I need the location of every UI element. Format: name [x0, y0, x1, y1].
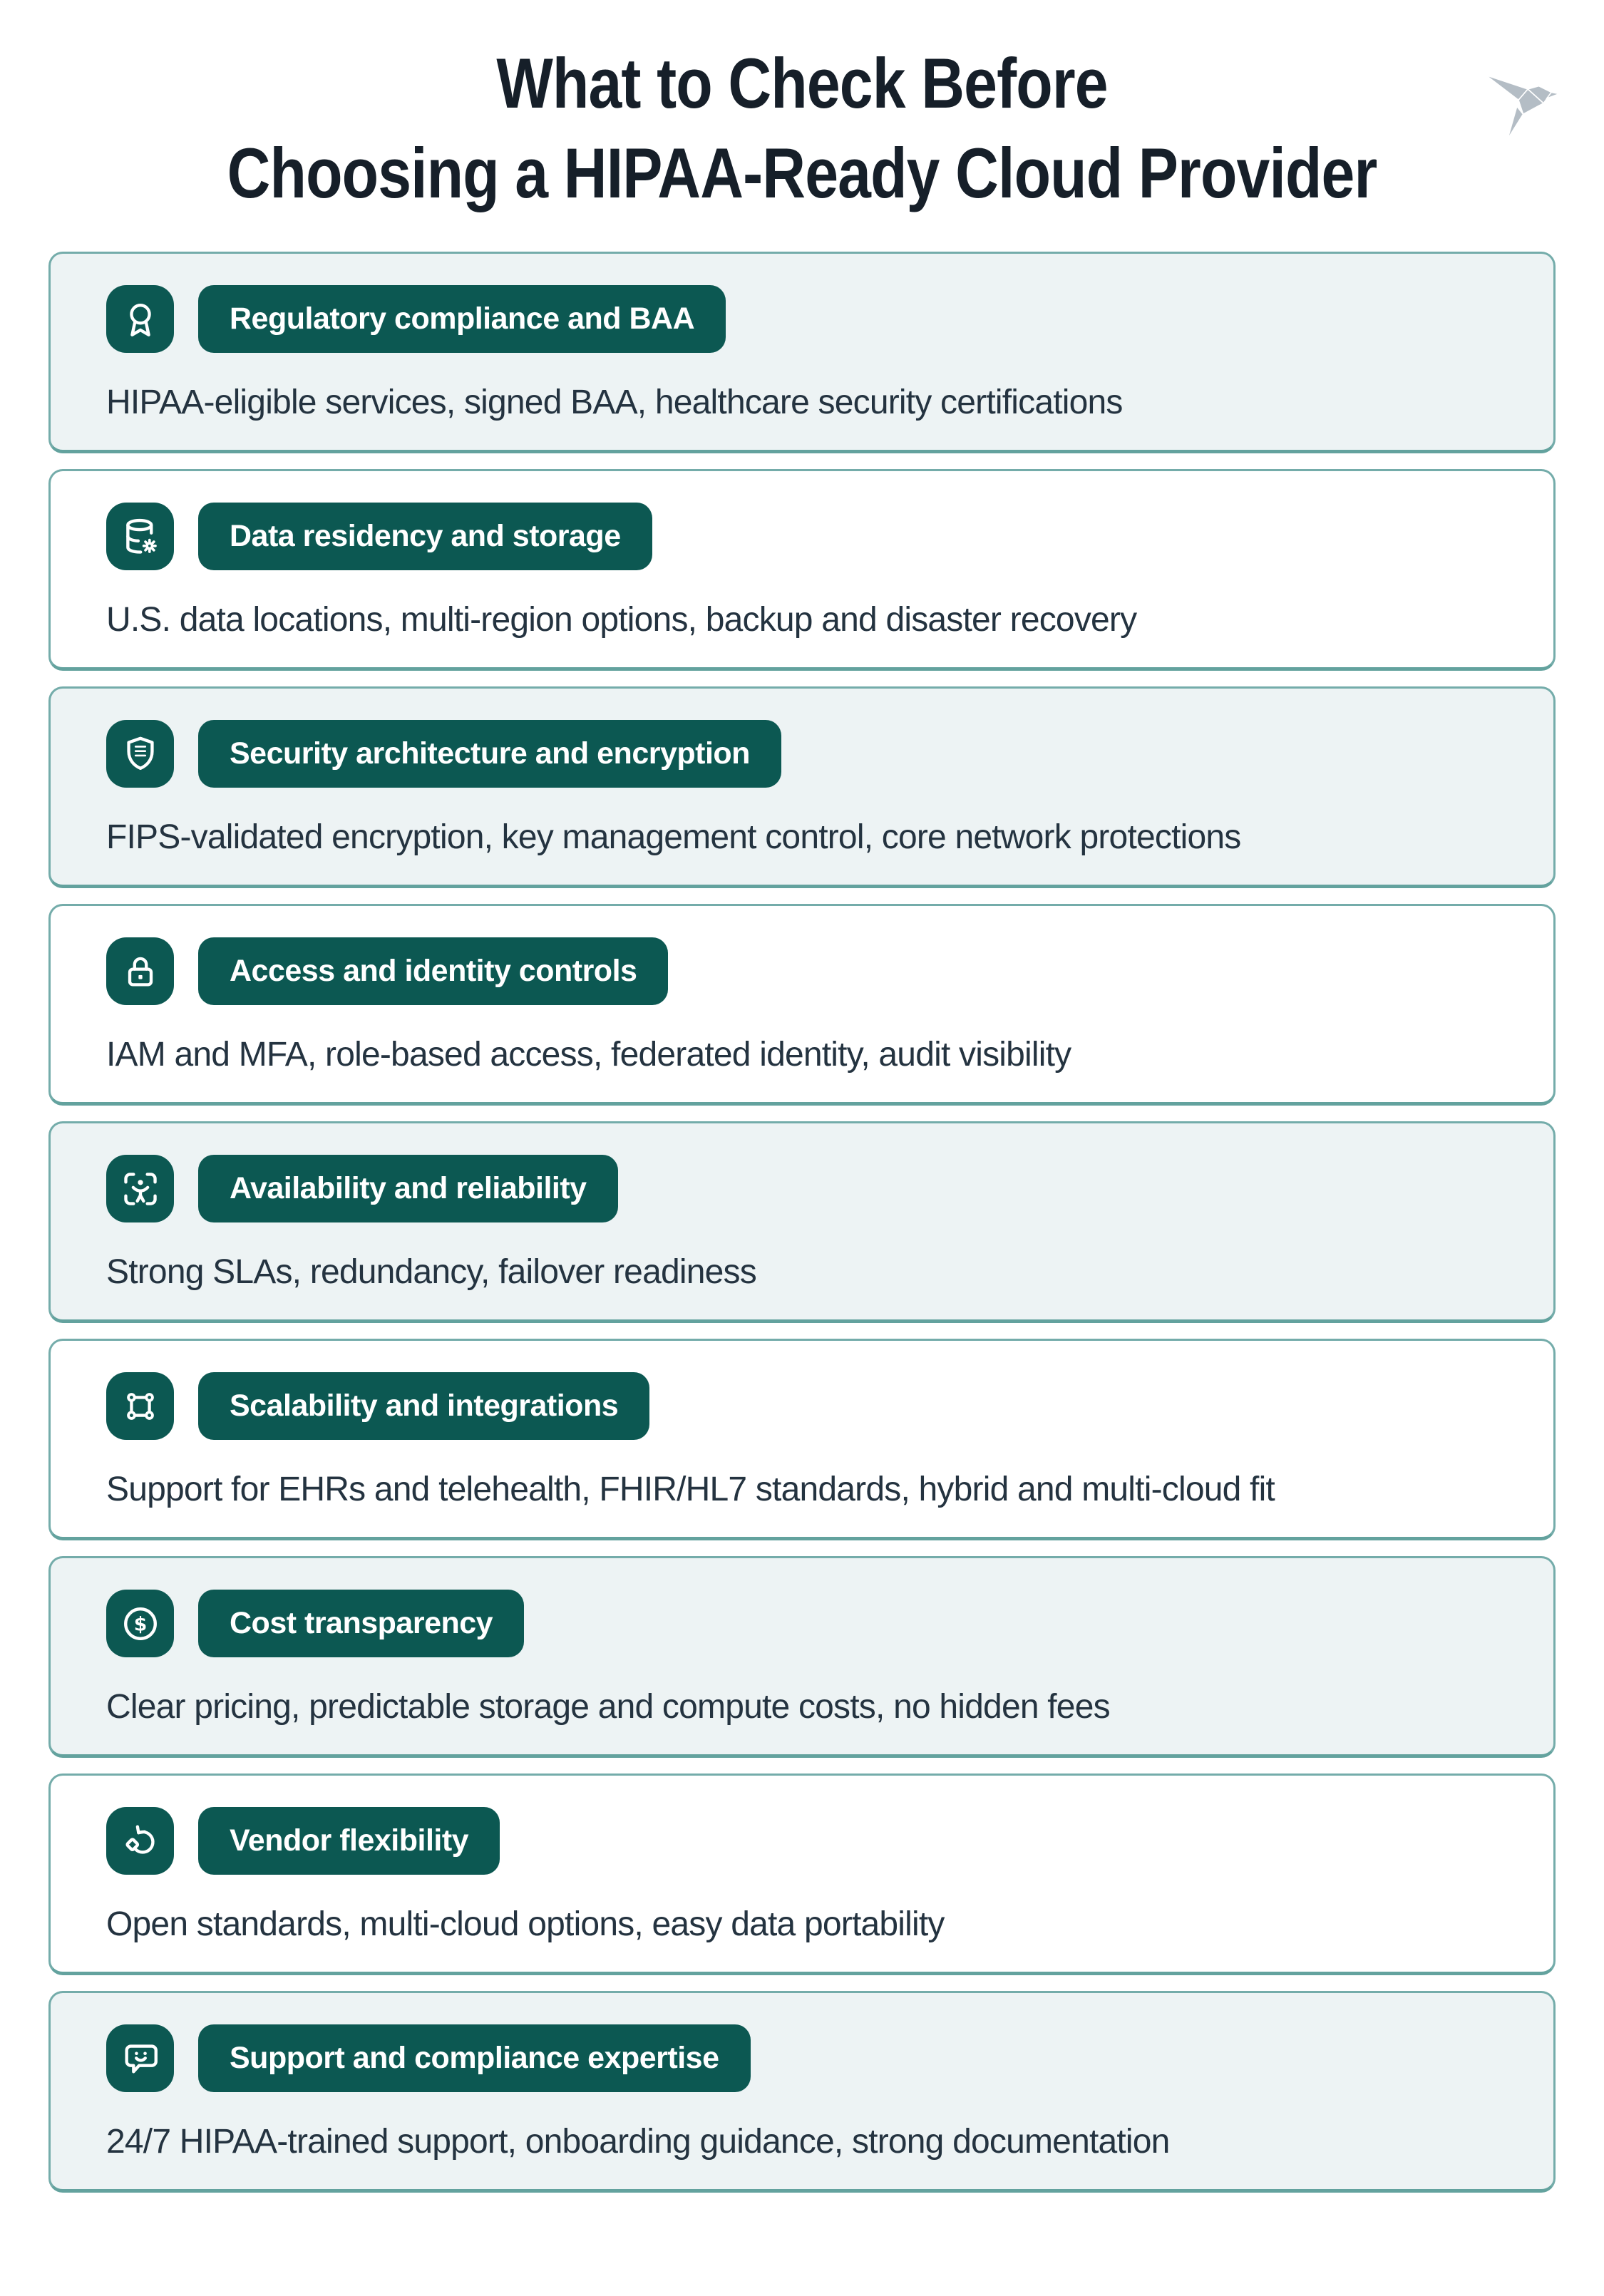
- card-description: Clear pricing, predictable storage and compute costs, no hidden fees: [106, 1688, 1110, 1726]
- card-icon-box: [106, 2024, 174, 2092]
- award-icon: [120, 299, 161, 340]
- card-security-architecture: [48, 686, 1556, 888]
- card-icon-box: [106, 720, 174, 788]
- card-title-badge: [198, 2024, 751, 2092]
- card-availability: [48, 1121, 1556, 1323]
- card-title-badge: [198, 1590, 524, 1657]
- card-title: Data residency and storage: [230, 519, 621, 554]
- chat-smile-icon: [120, 2038, 161, 2079]
- card-regulatory-compliance: [48, 252, 1556, 453]
- page-title-line-2: Choosing a HIPAA-Ready Cloud Provider: [227, 133, 1377, 212]
- card-cost-transparency: [48, 1556, 1556, 1758]
- card-vendor-flexibility: [48, 1774, 1556, 1975]
- card-support-expertise: [48, 1991, 1556, 2193]
- svg-text:$: $: [133, 1613, 147, 1636]
- card-title-badge: [198, 937, 668, 1005]
- card-title: Scalability and integrations: [230, 1389, 619, 1424]
- card-title-badge: [198, 1372, 649, 1440]
- card-data-residency: [48, 469, 1556, 671]
- card-title-badge: [198, 285, 726, 353]
- origami-bird-logo: [1470, 66, 1567, 144]
- dollar-circle-icon: [120, 1603, 161, 1644]
- card-title: Availability and reliability: [230, 1171, 587, 1206]
- card-title: Cost transparency: [230, 1606, 493, 1641]
- card-description: Support for EHRs and telehealth, FHIR/HL7 standards, hybrid and multi-cloud fit: [106, 1471, 1275, 1509]
- card-title-badge: [198, 1155, 618, 1222]
- card-scalability: [48, 1339, 1556, 1540]
- card-description: U.S. data locations, multi-region options, backup and disaster recovery: [106, 601, 1137, 639]
- card-title: Vendor flexibility: [230, 1823, 469, 1858]
- rotate-diamond-icon: [120, 1821, 161, 1862]
- card-icon-box: [106, 1807, 174, 1875]
- card-icon-box: [106, 1590, 174, 1657]
- card-title-badge: [198, 503, 652, 570]
- card-description: Strong SLAs, redundancy, failover readiness: [106, 1253, 756, 1292]
- database-gear-icon: [120, 516, 161, 557]
- card-description: 24/7 HIPAA-trained support, onboarding guidance, strong documentation: [106, 2123, 1170, 2161]
- shield-icon: [120, 733, 161, 775]
- card-description: IAM and MFA, role-based access, federated identity, audit visibility: [106, 1036, 1071, 1074]
- lock-icon: [120, 951, 161, 992]
- card-title: Access and identity controls: [230, 954, 637, 989]
- card-description: Open standards, multi-cloud options, easy data portability: [106, 1905, 945, 1944]
- page-title-line-1: What to Check Before: [496, 43, 1108, 123]
- card-description: HIPAA-eligible services, signed BAA, healthcare security certifications: [106, 383, 1123, 422]
- card-title-badge: [198, 1807, 500, 1875]
- page-title: [0, 38, 1604, 217]
- card-access-identity: [48, 904, 1556, 1106]
- card-icon-box: [106, 1155, 174, 1222]
- card-description: FIPS-validated encryption, key management control, core network protections: [106, 818, 1241, 857]
- card-title: Regulatory compliance and BAA: [230, 302, 695, 336]
- card-title: Security architecture and encryption: [230, 736, 750, 771]
- card-icon-box: [106, 937, 174, 1005]
- checklist: [48, 252, 1556, 2193]
- card-title: Support and compliance expertise: [230, 2041, 719, 2076]
- frame-corners-icon: [120, 1386, 161, 1427]
- card-icon-box: [106, 503, 174, 570]
- person-scan-icon: [120, 1168, 161, 1210]
- card-icon-box: [106, 1372, 174, 1440]
- card-title-badge: [198, 720, 781, 788]
- card-icon-box: [106, 285, 174, 353]
